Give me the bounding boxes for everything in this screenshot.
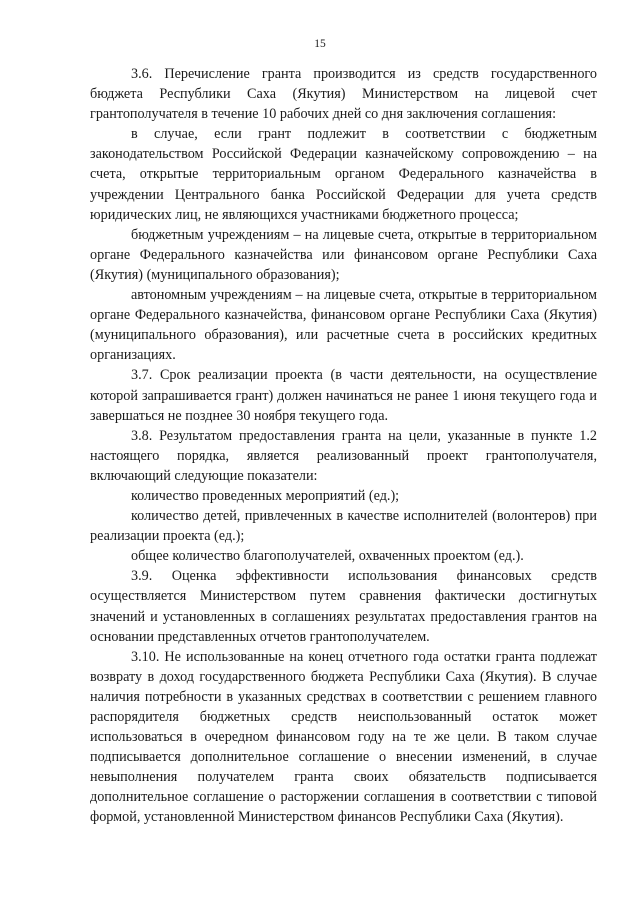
- document-body: [90, 64, 597, 828]
- paragraph-3-9: 3.9. Оценка эффективности использования финансовых средств осуществляется Министерством путем сравнения фактически достигнутых значений и установленных в соглашениях результатах предоставления грантов на основании представленных отчетов грантополучателем.: [90, 568, 597, 645]
- paragraph-indicator-children: количество детей, привлеченных в качестве исполнителей (волонтеров) при реализации проекта (ед.);: [90, 508, 597, 545]
- paragraph-3-6: 3.6. Перечисление гранта производится из средств государственного бюджета Республики Саха (Якутия) Министерством на лицевой счет грантополучателя в течение 10 рабочих дней со дня заключения соглашения:: [90, 66, 597, 123]
- paragraph-budget-institutions: бюджетным учреждениям – на лицевые счета, открытые в территориальном органе Федерального казначейства или финансовом органе Республики Саха (Якутия) (муниципального образования);: [90, 226, 597, 283]
- paragraph-indicator-beneficiaries: общее количество благополучателей, охваченных проектом (ед.).: [131, 548, 524, 565]
- page-number: 15: [314, 38, 326, 50]
- paragraph-3-8: 3.8. Результатом предоставления гранта на цели, указанные в пункте 1.2 настоящего порядка, является реализованный проект грантополучателя, включающий следующие показатели:: [90, 427, 597, 484]
- paragraph-treasury-support: в случае, если грант подлежит в соответствии с бюджетным законодательством Российской Федерации казначейскому сопровождению – на счета, открытые территориальным органом Федерального казначейства в учреждении Центрального банка Российской Федерации для учета средств юридических лиц, не являющихся участниками бюджетного процесса;: [90, 126, 597, 223]
- paragraph-indicator-events: количество проведенных мероприятий (ед.);: [131, 487, 400, 504]
- paragraph-3-10: 3.10. Не использованные на конец отчетного года остатки гранта подлежат возврату в доход государственного бюджета Республики Саха (Якутия). В случае наличия потребности в указанных средствах в соответствии с решением главного распорядителя бюджетных средств неиспользованный остаток может использоваться в очередном финансовом году на те же цели. В таком случае подписывается дополнительное соглашение о внесении изменений, в случае невыполнения получателем гранта своих обязательств подписывается дополнительное соглашение о расторжении соглашения в соответствии с типовой формой, установленной Министерством финансов Республики Саха (Якутия).: [90, 648, 597, 826]
- paragraph-autonomous-institutions: автономным учреждениям – на лицевые счета, открытые в территориальном органе Федерального казначейства, финансовом органе Республики Саха (Якутия) (муниципального образования), или расчетные счета в российских кредитных организациях.: [90, 287, 597, 364]
- paragraph-3-7: 3.7. Срок реализации проекта (в части деятельности, на осуществление которой запрашивается грант) должен начинаться не ранее 1 июня текущего года и завершаться не позднее 30 ноября текущего года.: [90, 367, 597, 424]
